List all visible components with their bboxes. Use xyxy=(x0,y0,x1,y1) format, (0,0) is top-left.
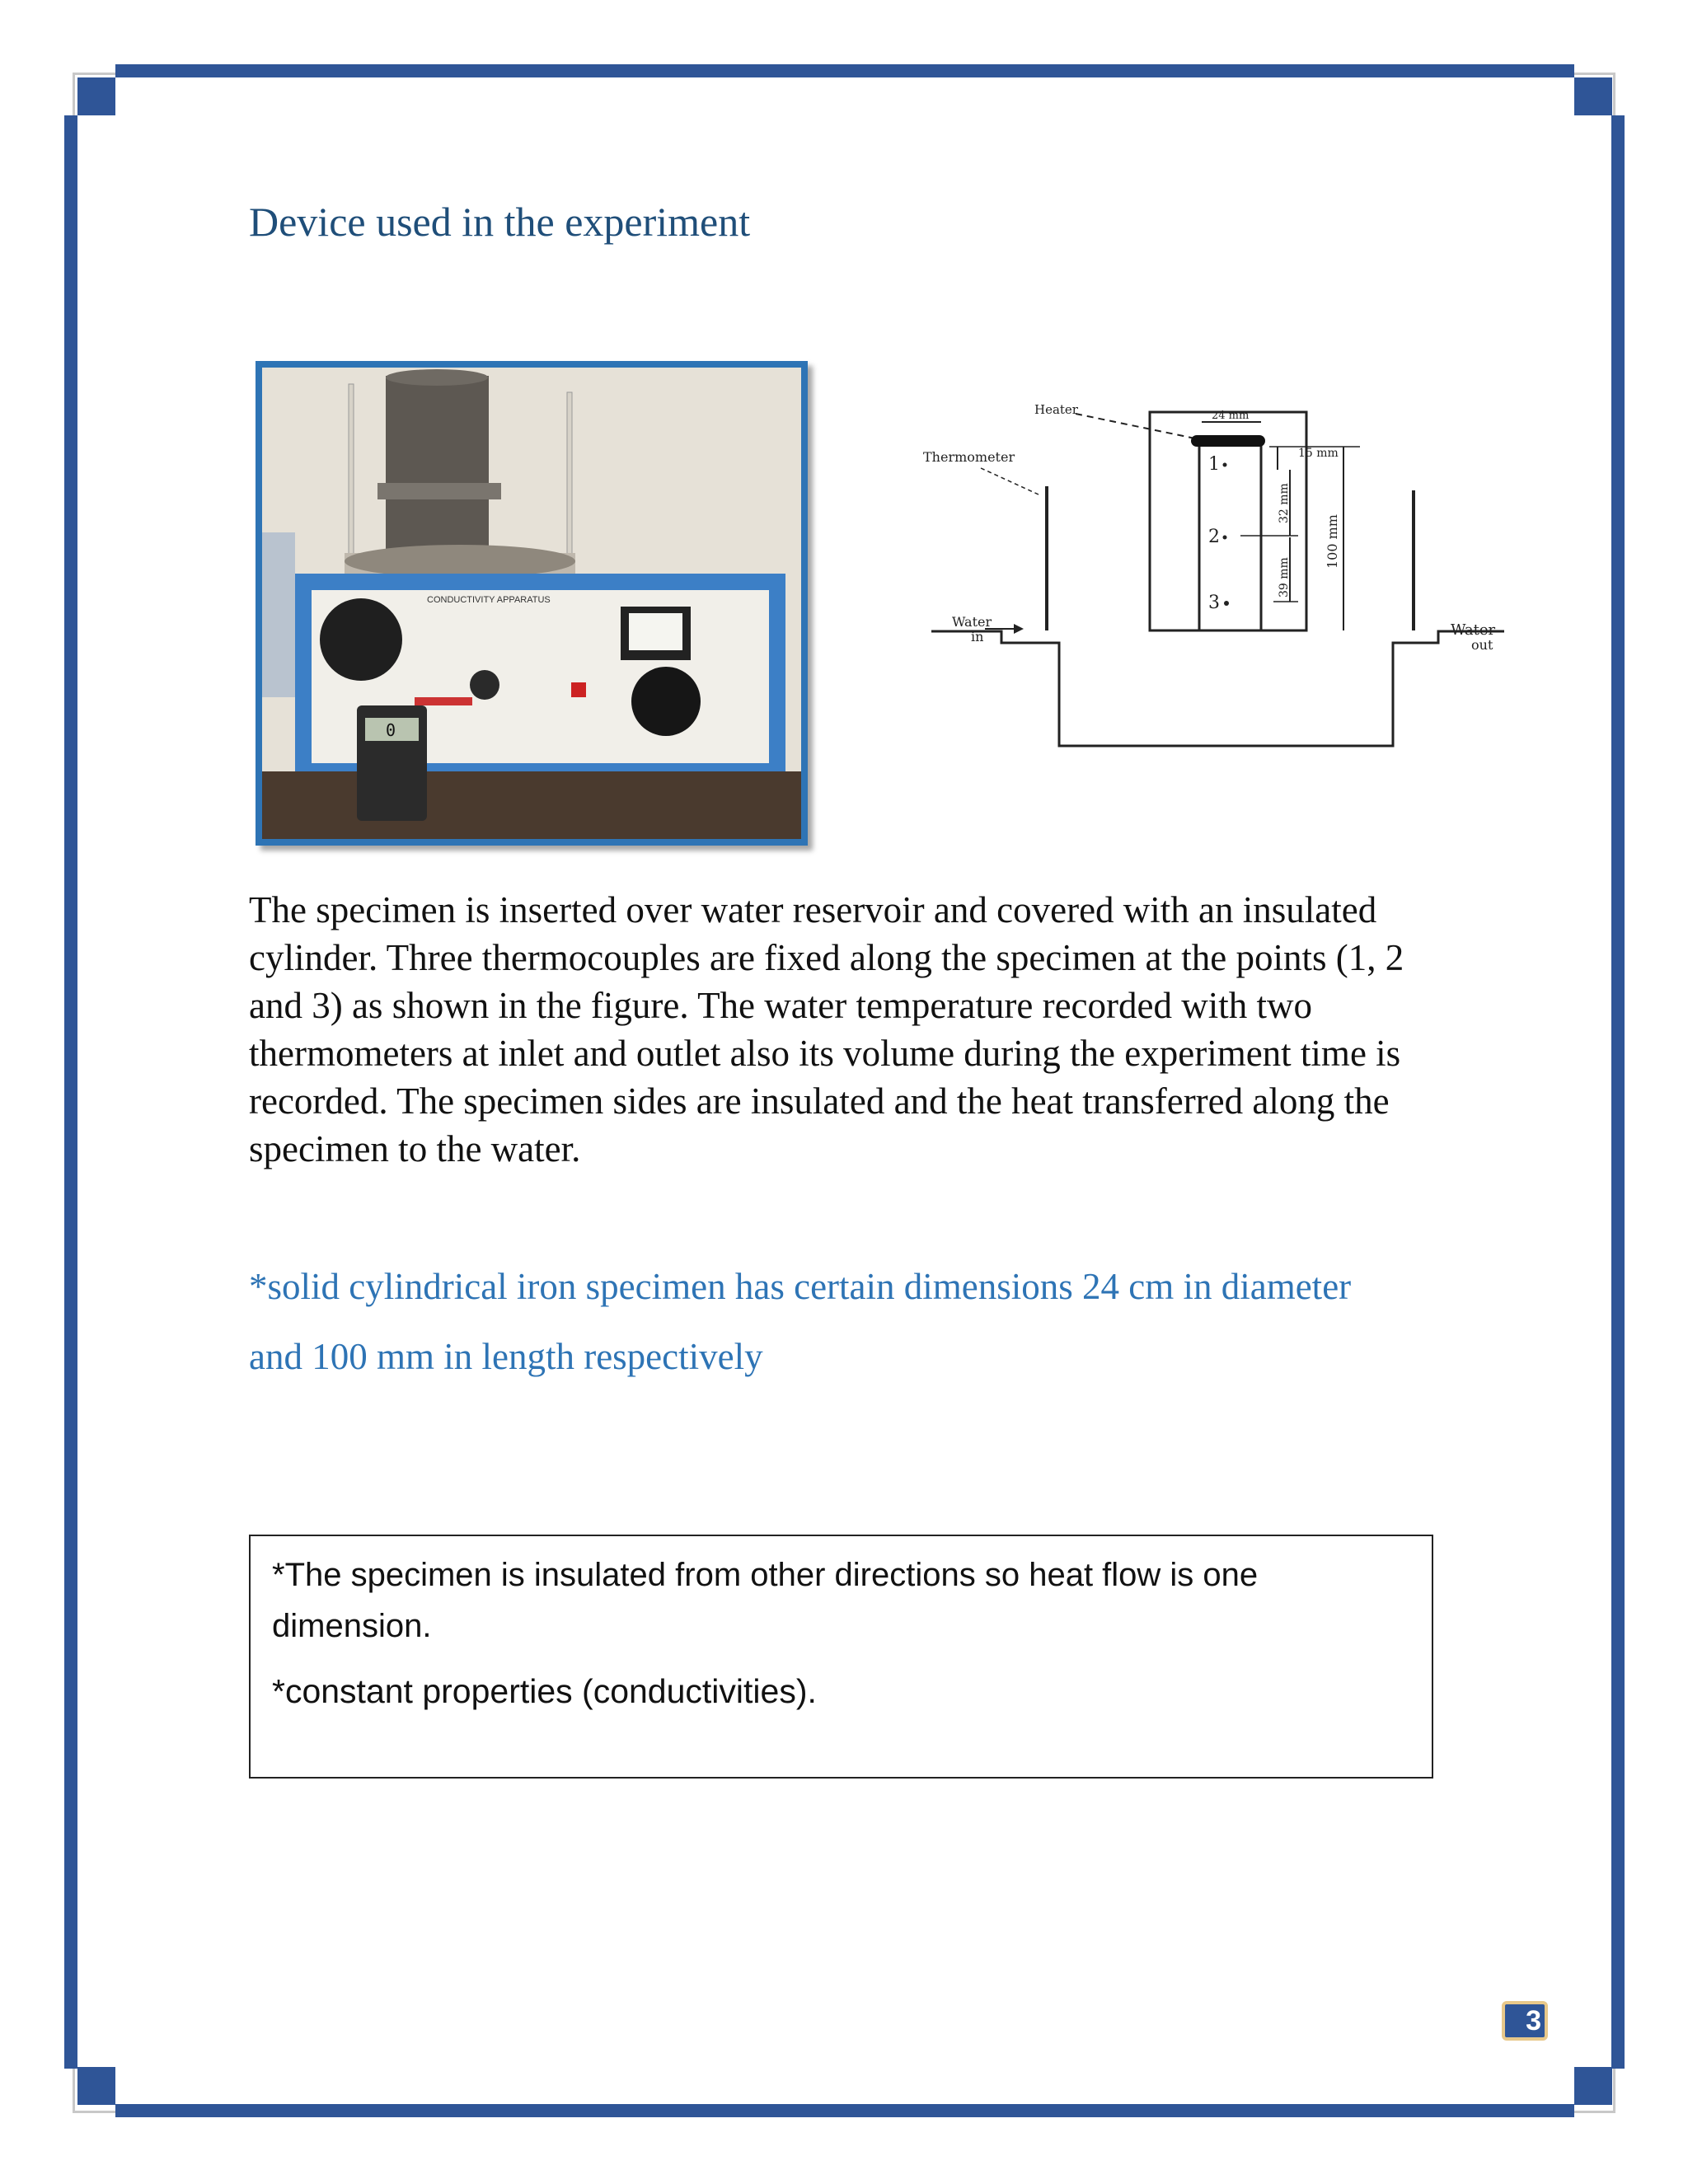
frame-corner-bl xyxy=(77,2067,115,2105)
frame-corner-tr xyxy=(1574,77,1612,115)
section-heading: Device used in the experiment xyxy=(249,199,751,245)
dim-2-3: 39 mm xyxy=(1278,557,1291,598)
dim-1-2: 32 mm xyxy=(1278,483,1291,523)
water-out-label-2: out xyxy=(1471,637,1493,653)
assumption-1: *The specimen is insulated from other directions so heat flow is one dimension. xyxy=(272,1557,1259,1644)
apparatus-diagram xyxy=(923,396,1517,791)
frame-corner-tl xyxy=(77,77,115,115)
point-1: 1 xyxy=(1208,454,1220,475)
apparatus-photo-illustration xyxy=(262,368,801,839)
assumption-2: *constant properties (conductivities). xyxy=(272,1672,817,1710)
apparatus-label: CONDUCTIVITY APPARATUS xyxy=(427,595,551,605)
point-3: 3 xyxy=(1208,593,1220,613)
frame-left-bar xyxy=(64,115,77,2069)
apparatus-photo xyxy=(256,361,808,846)
specimen-note-line1: *solid cylindrical iron specimen has certain dimensions 24 cm in diameter xyxy=(249,1266,1352,1307)
dim-top: 15 mm xyxy=(1298,447,1339,460)
specimen-note-line2: and 100 mm in length respectively xyxy=(249,1336,763,1377)
dim-diameter: 24 mm xyxy=(1212,410,1250,422)
frame-bottom-bar xyxy=(115,2104,1574,2117)
thermometer-label: Thermometer xyxy=(923,449,1015,465)
heater-label: Heater xyxy=(1034,402,1078,417)
frame-top-bar xyxy=(115,64,1574,77)
meter-reading: 0 xyxy=(386,720,396,740)
frame-corner-br xyxy=(1574,2067,1612,2105)
description-paragraph: The specimen is inserted over water reservoir and covered with an insulated cylinder. Three thermocouples are fixed along the specimen at the points (1, 2 and 3) as shown in the figure. The water temperature recorded with two thermometers at inlet and outlet also its volume during the experiment time is recorded. The specimen sides are insulated and the heat transferred along the specimen to the water. xyxy=(249,889,1404,1169)
water-in-label-1: Water xyxy=(952,614,992,630)
water-out-label-1: Water xyxy=(1451,621,1496,639)
dim-total: 100 mm xyxy=(1325,514,1340,569)
page-number: 3 xyxy=(1502,2001,1548,2041)
assumptions-box xyxy=(249,1535,1433,1779)
point-2: 2 xyxy=(1208,527,1220,547)
water-in-label-2: in xyxy=(971,629,984,644)
frame-right-bar xyxy=(1611,115,1625,2069)
